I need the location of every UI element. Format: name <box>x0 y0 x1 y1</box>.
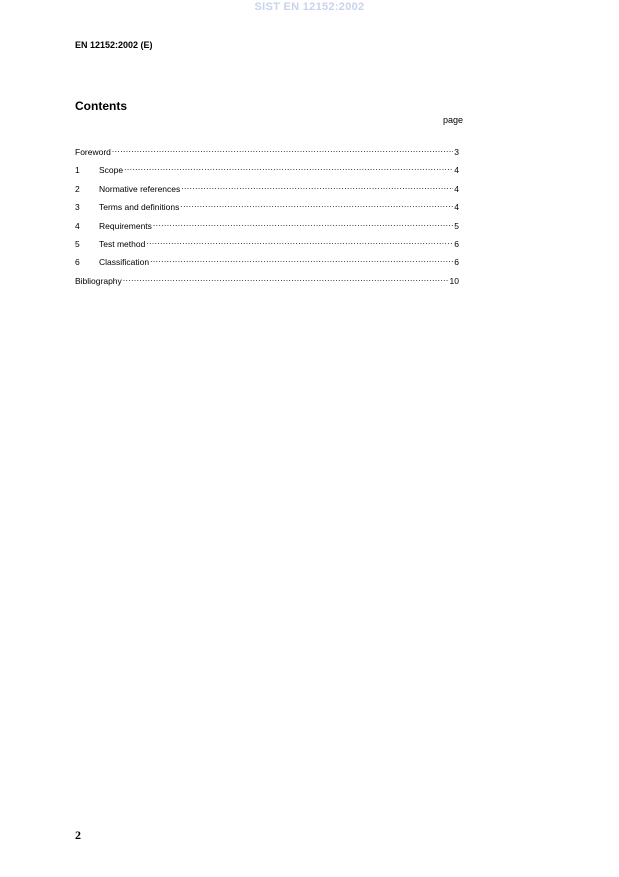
toc-entry-title: Classification <box>99 257 150 268</box>
toc-entry-number: 3 <box>75 202 80 213</box>
toc-dot-leader <box>153 219 453 229</box>
toc-entry-page: 4 <box>454 202 459 213</box>
toc-entry-test-method[interactable] <box>75 235 459 253</box>
toc-entry-number: 4 <box>75 220 80 231</box>
toc-entry-page: 4 <box>454 183 459 194</box>
contents-heading: Contents <box>75 99 127 113</box>
toc-entry-terms-and-definitions[interactable] <box>75 198 459 216</box>
toc-entry-scope[interactable] <box>75 161 459 179</box>
toc-entry-number: 1 <box>75 165 80 176</box>
toc-entry-foreword[interactable] <box>75 143 459 161</box>
toc-entry-title: Foreword <box>75 147 111 157</box>
page-column-label: page <box>443 115 464 125</box>
toc-dot-leader <box>181 182 453 192</box>
toc-entry-normative-references[interactable] <box>75 180 459 198</box>
toc-entry-title: Terms and definitions <box>99 202 180 213</box>
page-number: 2 <box>75 828 81 842</box>
toc-dot-leader <box>150 255 453 265</box>
toc-entry-page: 6 <box>454 238 459 249</box>
toc-dot-leader <box>146 237 453 247</box>
toc-entry-number: 5 <box>75 238 80 249</box>
toc-entry-page: 10 <box>449 275 459 286</box>
toc-entry-page: 4 <box>454 165 459 176</box>
toc-dot-leader <box>180 200 453 210</box>
toc-entry-title: Bibliography <box>75 275 122 286</box>
toc-dot-leader <box>124 163 453 173</box>
toc-entry-page: 3 <box>454 147 459 157</box>
toc-dot-leader <box>112 145 453 155</box>
toc-entry-page: 6 <box>454 257 459 268</box>
document-id: EN 12152:2002 (E) <box>75 40 153 50</box>
toc-entry-requirements[interactable] <box>75 217 459 235</box>
toc-entry-bibliography[interactable] <box>75 272 459 290</box>
toc-entry-number: 2 <box>75 183 80 194</box>
watermark: SIST EN 12152:2002 <box>254 1 365 13</box>
toc-entry-classification[interactable] <box>75 253 459 271</box>
toc-entry-title: Scope <box>99 165 124 176</box>
toc-entry-title: Test method <box>99 238 146 249</box>
toc-entry-page: 5 <box>454 220 459 231</box>
toc-entry-number: 6 <box>75 257 80 268</box>
toc-entry-title: Requirements <box>99 220 152 231</box>
toc-dot-leader <box>123 274 449 284</box>
toc-entry-title: Normative references <box>99 183 181 194</box>
table-of-contents <box>75 143 459 290</box>
